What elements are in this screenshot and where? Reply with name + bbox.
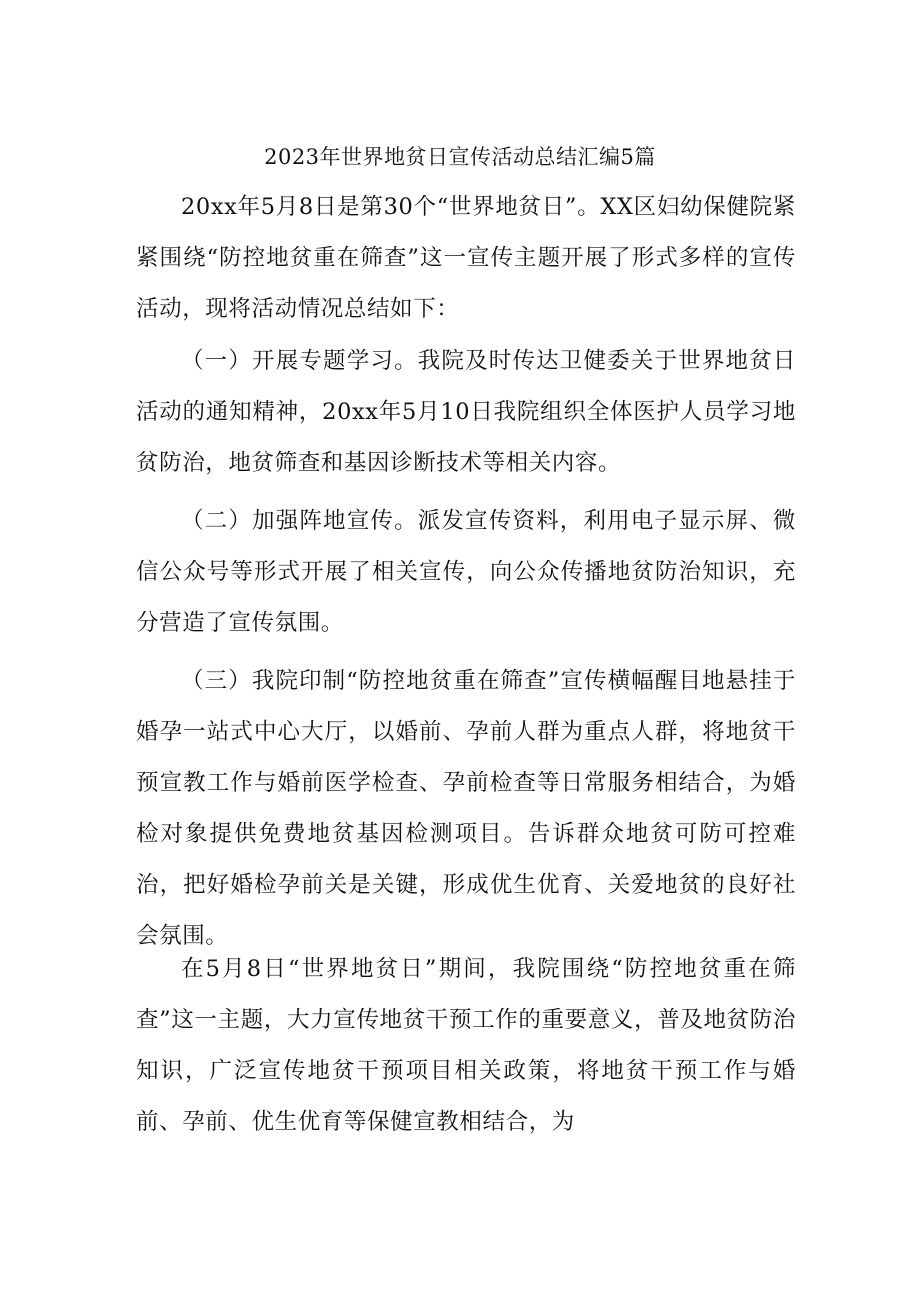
paragraph-campaign: 在5月8日“世界地贫日”期间，我院围绕“防控地贫重在筛查”这一主题，大力宣传地贫干预工作的重要意义，普及地贫防治知识，广泛宣传地贫干预项目相关政策，将地贫干预工作与婚前、孕前、优生优育等保健宣教相结合，为 bbox=[136, 956, 796, 1135]
paragraph-publicity: （二）加强阵地宣传。派发宣传资料，利用电子显示屏、微信公众号等形式开展了相关宣传，向公众传播地贫防治知识，充分营造了宣传氛围。 bbox=[136, 508, 796, 636]
paragraph-study: （一）开展专题学习。我院及时传达卫健委关于世界地贫日活动的通知精神，20xx年5月10日我院组织全体医护人员学习地贫防治，地贫筛查和基因诊断技术等相关内容。 bbox=[136, 348, 796, 476]
document-title: 2023年世界地贫日宣传活动总结汇编5篇 bbox=[264, 145, 656, 169]
paragraph-intro: 20xx年5月8日是第30个“世界地贫日”。XX区妇幼保健院紧紧围绕“防控地贫重在筛查”这一宣传主题开展了形式多样的宣传活动，现将活动情况总结如下： bbox=[136, 194, 796, 322]
paragraph-banner: （三）我院印制“防控地贫重在筛查”宣传横幅醒目地悬挂于婚孕一站式中心大厅，以婚前、孕前人群为重点人群，将地贫干预宣教工作与婚前医学检查、孕前检查等日常服务相结合，为婚检对象提供免费地贫基因检测项目。告诉群众地贫可防可控难治，把好婚检孕前关是关键，形成优生优育、关爱地贫的良好社会氛围。 bbox=[136, 668, 796, 949]
